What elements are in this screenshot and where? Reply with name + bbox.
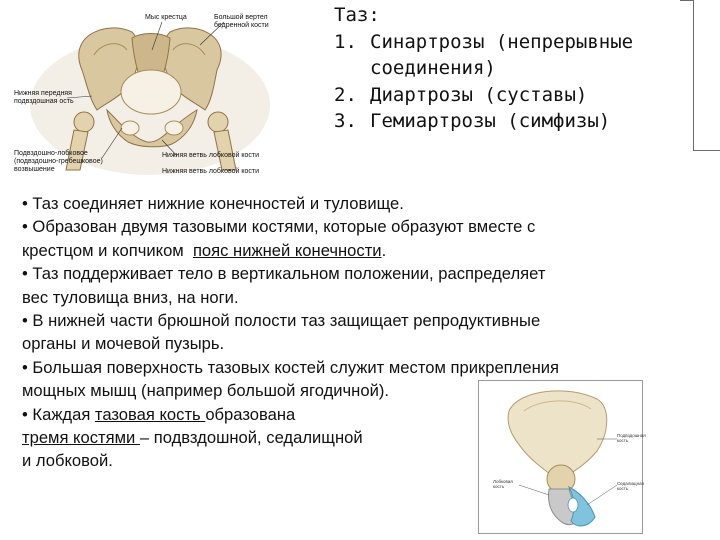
label-ischium-2: кость <box>617 486 629 491</box>
hip-bone-drawing <box>479 381 645 533</box>
heading-item-3 <box>334 108 694 135</box>
paragraph-2b <box>22 239 692 262</box>
heading-list <box>334 2 694 135</box>
frame-line-horizontal <box>693 150 720 151</box>
heading-item-1-line2: соединения) <box>370 57 496 79</box>
heading-item-2 <box>334 82 694 109</box>
paragraph-5b: мощных мышц (например большой ягодичной). <box>22 381 389 401</box>
paragraph-6-end: образована <box>205 404 296 424</box>
label-ischium: Седалищная <box>617 481 645 486</box>
label-ilium-2: кость <box>617 438 629 443</box>
paragraph-6-text: • Каждая <box>22 404 95 424</box>
hip-bone-link[interactable]: тазовая кость <box>94 404 206 424</box>
label-ridge-1: Подвздошно-лобковое <box>14 150 88 157</box>
label-ridge-3: возвышение <box>14 166 55 173</box>
label-spine-1: Нижняя передняя <box>14 90 72 97</box>
frame-corner <box>680 0 693 1</box>
heading-title: Таз: <box>334 4 380 26</box>
hip-bone-illustration <box>478 380 646 534</box>
paragraph-3a: • Таз поддерживает тело в вертикальном положении, распределяет <box>22 264 546 284</box>
paragraph-8: и лобковой. <box>22 451 113 471</box>
paragraph-5a: • Большая поверхность тазовых костей служит местом прикрепления <box>22 357 559 377</box>
label-trochanter: Большой вертел <box>214 14 268 21</box>
pelvis-illustration <box>12 10 284 182</box>
paragraph-2b-end: . <box>381 240 387 260</box>
paragraph-7-text: – подвздошной, седалищной <box>139 428 363 448</box>
lower-limb-girdle-link[interactable]: пояс нижней конечности <box>192 240 382 260</box>
label-trochanter-2: бедренной кости <box>214 22 269 29</box>
heading-item-2-text: Диартрозы (суставы) <box>370 83 588 106</box>
label-spine-2: подвздошная ость <box>14 98 74 105</box>
label-pubis-2: кость <box>493 484 505 489</box>
heading-item-3-text: Гемиартрозы (симфизы) <box>370 110 611 132</box>
heading-item-1 <box>334 29 694 82</box>
heading-item-3-number: 3. <box>334 110 357 132</box>
paragraph-3b: вес туловища вниз, на ноги. <box>22 287 239 307</box>
label-ramus-1: Нижняя ветвь лобковой кости <box>162 152 259 159</box>
three-bones-link[interactable]: тремя костями <box>22 428 140 448</box>
heading-item-1-number: 1. <box>334 30 357 53</box>
label-sacrum: Мыс крестца <box>145 14 187 21</box>
heading-item-2-number: 2. <box>334 83 357 106</box>
label-pubis: Лобковая <box>493 479 513 484</box>
paragraph-4a: • В нижней части брюшной полости таз защищает репродуктивные <box>22 311 541 331</box>
label-ilium: Подвздошная <box>617 433 646 438</box>
paragraph-1: • Таз соединяет нижние конечностей и туловище. <box>22 194 404 213</box>
label-ramus-2: Нижняя ветвь лобковой кости <box>162 168 259 175</box>
paragraph-2a: • Образован двумя тазовыми костями, которые образуют вместе с <box>22 217 536 237</box>
heading-item-1-line1: Синартрозы (непрерывные <box>370 30 634 53</box>
paragraph-4b: органы и мочевой пузырь. <box>22 334 225 354</box>
label-ridge-2: (подвздошно-гребешковое) <box>14 158 103 165</box>
paragraph-2b-text: крестцом и копчиком <box>22 240 193 260</box>
